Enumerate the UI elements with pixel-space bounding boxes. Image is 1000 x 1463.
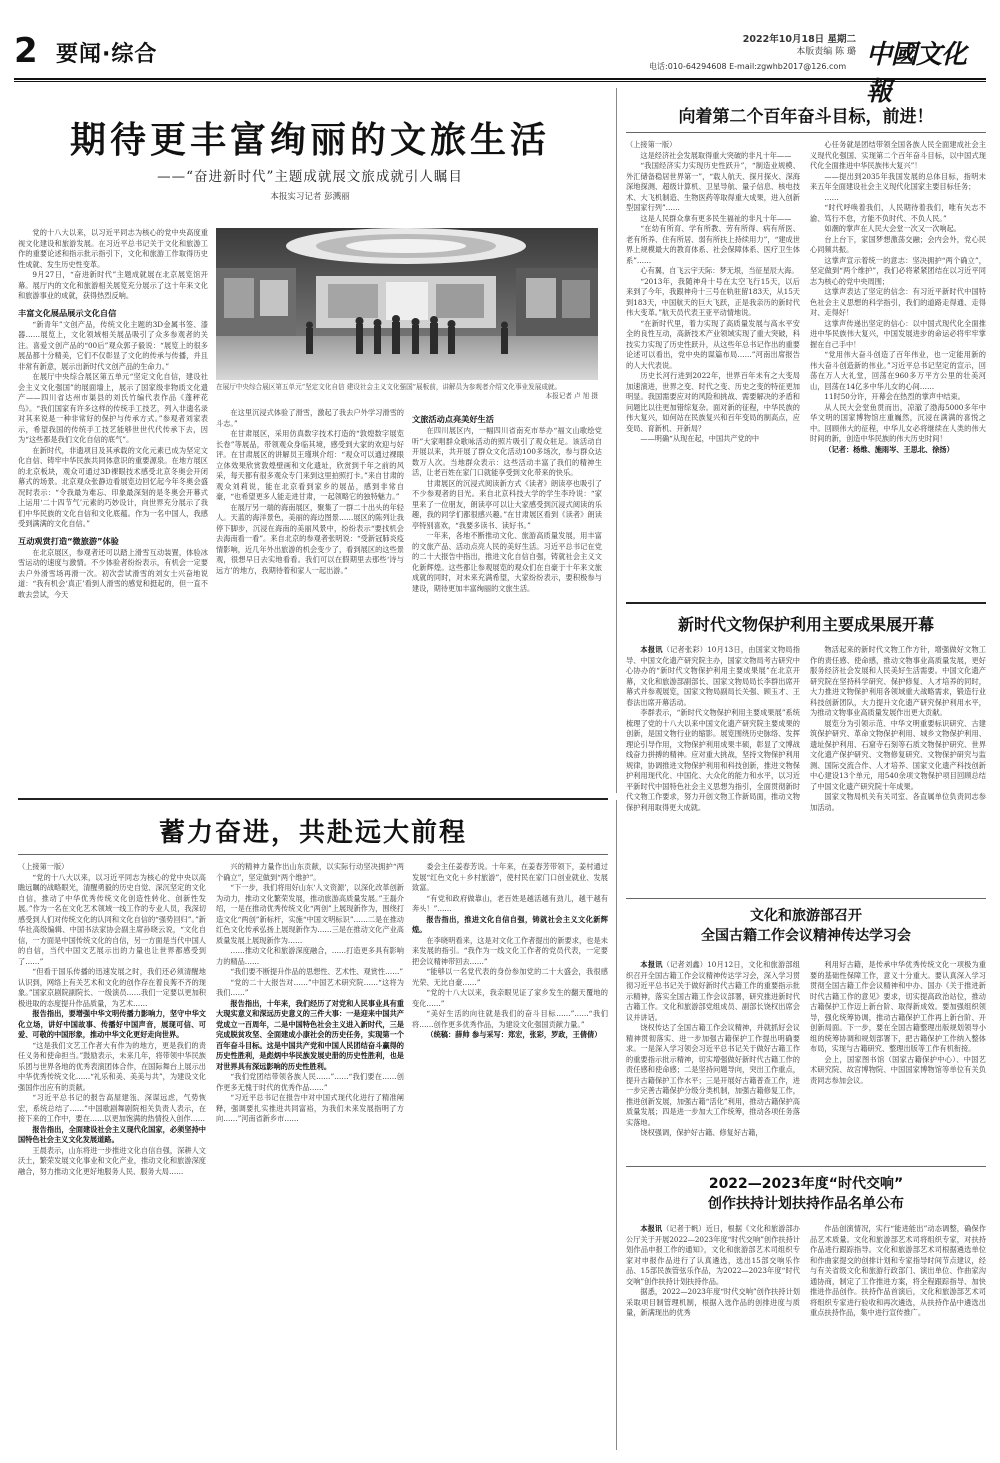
- byline-label: 本报讯: [640, 1224, 663, 1233]
- goal-column-2: [810, 140, 986, 595]
- struggle-column-3: [412, 862, 608, 1452]
- paragraph: “美好生活的向往就是我们的奋斗目标……”……“我们将……创作更多优秀作品，为建设文化强国贡献力量。”: [412, 1009, 608, 1029]
- paragraph: 在展厅中央综合展区第五单元“坚定文化自信，建设社会主义文化强国”的展面墙上，展示了国家级非物质文化遗产——四川省达州市渠县的刘氏竹编代表作品《蓬秤花鸟》。“我们国家有许多这样的传统手工技艺，列入非遗名录对其来说是一种非常好的保护与传承方式。”参观者刘家表示，希望我国的传统手工技艺能够世世代代传承下去，因为“这些都是我们文化自信的底气”。: [18, 372, 208, 444]
- continued-note: （上接第一版）: [626, 140, 677, 149]
- paragraph: “2013年，我随神舟十号在太空飞行15天，以后来到了今年，我跟神舟十三号在轨驻留183天，从15天到183天，中国航天的巨大飞跃，正是我亲历的新时代伟大变革。”航天员代表王亚平动情地说。: [626, 276, 800, 317]
- paragraph: 委会主任姜春芳说。十年来，在姜春芳带领下，姜村通过发展“红色文化＋乡村旅游”，使村民在家门口创业就业、发展致富。: [412, 862, 608, 892]
- paragraph: “这是我们文艺工作者大有作为的地方，更是我们的责任义务和使命担当。”鼓励表示，未来几年，将带领中华民族乐团与世界各地的优秀表演团体合作，在国际舞台上展示出中华优秀传统文化……“礼乐和美、美美与共”，为建设文化强国作出应有的贡献。: [18, 1040, 206, 1092]
- paragraph: 饶权传达了全国古籍工作会议精神，并就抓好会议精神贯彻落实、进一步加强古籍保护工作提出明确要求。一是深入学习领会习近平总书记关于做好古籍工作的重要指示批示精神，切实增强做好新时代古籍工作的责任感和使命感；二是坚持问题导向，突出工作重点，提升古籍保护工作水平；三是开展好古籍普查工作，进一步完善古籍保护分级分类机制，加强古籍修复工作，推进创新发展，加强古籍“活化”利用，推动古籍保护高质量发展；四是进一步加大工作统筹，推动各项任务落实落地。: [626, 1023, 800, 1127]
- guji-column-2: [810, 960, 986, 1160]
- paragraph: 心任务就是团结带领全国各族人民全面建成社会主义现代化强国、实现第二个百年奋斗目标，以中国式现代化全面推进中华民族伟大复兴”！: [810, 140, 986, 170]
- paragraph: 王晨表示，山东将进一步推进文化自信自强，深耕人文沃土，繁荣发展文化事业和文化产业，推动文化和旅游深度融合，努力推动文化更好地服务人民、服务大局……: [18, 1145, 206, 1176]
- paragraph: “我们党团结带领各族人民……”……“我们要在……创作更多无愧于时代的优秀作品……”: [216, 1072, 404, 1092]
- masthead-rule: [14, 78, 986, 82]
- paragraph: “我们要不断提升作品的思想性、艺术性、观赏性……”: [230, 967, 404, 976]
- paragraph: 心有翼，自飞云宇天际：梦无垠，当征星辰大海。: [640, 266, 799, 275]
- creative-headline: [626, 1174, 986, 1214]
- paragraph: “能够以一名党代表的身份参加党的二十大盛会，我很感光荣、无比自豪……”: [412, 967, 608, 987]
- guji-headline-line-1: 文化和旅游部召开: [750, 908, 862, 924]
- creative-headline-line-1: 2022—2023年度“时代交响”: [708, 1176, 904, 1192]
- lead-headline: 期待更丰富绚丽的文旅生活: [69, 120, 550, 161]
- paragraph: 台上台下，家国梦想激荡交融；会内会外，党心民心同频共振。: [810, 234, 986, 254]
- paragraph: “新青年”文创产品，传统文化主题的3D金属书签、漆器……展览上，文化领域相关展品吸引了众多参观者的关注。喜爱文创产品的“00后”观众郭子毅说：“展览上的很多展品都十分精美，它们不仅彰显了文化的传承与传播，并且非常有新意，展示出新时代文创产品的生命力。”: [18, 319, 208, 371]
- relics-column-2: [810, 645, 986, 890]
- paragraph: “党的十八大以来，我亲眼见证了家乡发生的翻天覆地的变化……”: [412, 988, 608, 1008]
- paragraph: “在新时代里，着力实现了高质量发展与高水平安全的良性互动，高新技术产业领域实现了重大突破，科技实力实现了历史性跃升，从这些年总书记作出的重要论述可以看出，党中央的谋篇布局……”河南出席报告的人大代表说。: [626, 318, 800, 370]
- struggle-column-2: [216, 862, 404, 1452]
- paragraph: 这掌声传递出坚定的信心：以中国式现代化全面推进中华民族伟大复兴，中国发展进步的命运必将牢牢掌握在自己手中！: [810, 318, 986, 349]
- creative-headline-line-2: 创作扶持计划扶持作品名单公布: [708, 1196, 904, 1212]
- creative-column-1: [626, 1224, 800, 1452]
- creative-column-2: [810, 1224, 986, 1452]
- paragraph: ……推动文化和旅游深度融合，……打造更多具有影响力的精品……: [216, 946, 404, 966]
- paragraph: “在幼有所育、学有所教、劳有所得、病有所医、老有所养、住有所居、弱有所扶上持续用力”，“建成世界上规模最大的教育体系、社会保障体系、医疗卫生体系”……: [626, 224, 800, 265]
- paragraph: “习近平总书记在报告中对中国式现代化进行了精准阐释，强调要扎实推进共同富裕，为我们未来发展指明了方向……”河南省新乡市……: [216, 1093, 404, 1123]
- paragraph: 国家文物局机关有关司室、各直属单位负责同志参加活动。: [810, 792, 986, 812]
- exhibition-hall-image: [216, 228, 598, 380]
- subheading: 互动观赏打造“微旅游”体验: [18, 535, 119, 546]
- paragraph: 这掌声表达了坚定的信念：有习近平新时代中国特色社会主义思想的科学指引，我们的道路走得通、走得对、走得好！: [810, 287, 986, 317]
- paragraph: “但看于国乐传播的迅速发展之时，我们还必须清醒地认识到，网络上有关艺术和文化的创作存在着良莠不齐的现象。”国家京剧院副院长、一级演员……我们一定要以更加积极进取的态度提升作品质量，为艺术……: [18, 967, 206, 1008]
- paragraph: “党的十八大以来，以习近平同志为核心的党中央以高瞻远瞩的战略眼光，清醒勇毅的历史自觉、深沉坚定的文化自信，推动了中华优秀传统文化创造性转化、创新性发展。”作为一名在文化艺术领域一线工作的专业人员，我深切感受到人们对传统文化的认同和文化自信的“强势回归”。”新华社高级编辑、中国书法家协会副主席孙晓云说，“文化自信，一方面是中国传统文化的自信，另一方面是当代中国人的自信，当代中国文艺展示出的力量也让世界都感受到了……”: [18, 872, 206, 966]
- paragraph: 这是经济社会发展取得重大突破的非凡十年——: [640, 150, 792, 160]
- paragraph: “时代呼唤着我们，人民期待着我们，唯有矢志不渝、笃行不怠，方能不负时代、不负人民。”: [810, 203, 986, 223]
- report-excerpt: 报告指出，全面建设社会主义现代化国家，必须坚持中国特色社会主义文化发展道路。: [18, 1124, 206, 1144]
- guji-column-1: [626, 960, 800, 1160]
- goal-column-1: [626, 140, 800, 595]
- paragraph: 历史长河行进到2022年，世界百年未有之大变局加速演进，世界之变、时代之变、历史之变的特征更加明显。我国需要应对的风险和挑战、需要解决的矛盾和问题比以往更加错综复杂。面对新的征程，中华民族的伟大复兴，如何站在民族复兴和百年变局的制高点，应变局、育新机、开新局？: [626, 371, 800, 433]
- paragraph: 在这里沉浸式体验了滑雪，激起了我去户外学习滑雪的斗志。”: [216, 408, 404, 428]
- paragraph: “党的二十大报告对……”中国艺术研究院……“这将为我们……”: [216, 977, 404, 997]
- lead-column-3: [412, 408, 602, 791]
- paragraph: 李群表示，“新时代文物保护利用主要成果展”系统梳理了党的十八大以来中国文化遗产研究院主要成果的创新，是国文物行业的缩影。展览围绕历史脉络、发挥理论引导作用，文物保护利用成果丰硕，彰显了文博战线奋力拼搏的精神。应对重大挑战，坚持文物保护利用规律，协调推进文物保护利用和科技创新，推进文物保护利用现代化、中国化、大众化的能力和水平，以习近平新时代中国特色社会主义思想为指引，全面贯彻新时代文物工作要求，努力开创文物工作新局面，推动文物保护利用取得更大成就。: [626, 708, 800, 812]
- byline-label: 本报讯: [640, 960, 663, 969]
- paragraph: 11时50分许，开幕会在热烈的掌声中结束。: [824, 392, 965, 401]
- report-excerpt: 报告指出，推进文化自信自强，铸就社会主义文化新辉煌。: [412, 914, 608, 934]
- paragraph: “有党和政府做靠山，老百姓是越活越有劲儿，越干越有奔头！”……: [412, 893, 608, 913]
- photo-caption: [216, 383, 598, 401]
- paragraph: ……: [824, 192, 839, 202]
- reporter-credit: （记者：杨维、施雨岑、王思北、徐扬）: [824, 444, 954, 454]
- paragraph: 甘肃展区的沉浸式阅读新方式《读者》朗读亭也吸引了不少参观者的目光。来自北京科技大学的学生李玲说：“家里来了一位朋友，朗读亭可以让大家感受到沉浸式阅读的乐趣，我的同学们都很感兴趣。”在甘肃展区看到《读者》朗读亭特别喜欢，“我要多读书、读好书。”: [412, 478, 602, 530]
- rule: [626, 1166, 986, 1167]
- rule: [626, 132, 986, 133]
- newspaper-logo: 中國文化報: [866, 40, 967, 107]
- paragraph: ——提出到2035年我国发展的总体目标，指明未来五年全面建设社会主义现代化国家主要目标任务；: [810, 171, 986, 191]
- subheading: 文旅活动点亮美好生活: [412, 414, 494, 424]
- rule: [18, 854, 608, 855]
- paragraph: 一年来，各地不断推动文化、旅游高质量发展，用丰富的文旅产品、活动点亮人民的美好生活。习近平总书记在党的二十大报告中指出，推进文化自信自强，铸就社会主义文化新辉煌。这些都让参观展览的观众们在自豪于十年来文旅成就的同时，对未来充满希望，大家纷纷表示，要积极参与建设，期待更加丰富绚丽的文旅生活。: [412, 531, 602, 593]
- page-number: 2: [14, 31, 38, 71]
- lead-column-2: [216, 408, 404, 791]
- caption-text: 在展厅中央综合展区第五单元“坚定文化自信 建设社会主义文化强国”展板前，讲解员为参观者介绍文化事业发展成就。: [216, 383, 562, 391]
- paragraph: 从人民大会堂鱼贯而出，凉澈了渤海5000多年中华文明的国家博物馆庄重巍然，沉浸在满满的喜悦之中。回顾伟大的征程，中华儿女必将继续在人类的伟大时间的新，创造中华民族的伟大历史时间！: [810, 402, 986, 443]
- paragraph: 9月27日，“奋进新时代”主题成就展在北京展览馆开幕。展厅内的文化和旅游相关展览充分展示了这十年来文化和旅游事业的成就，获得热烈反响。: [18, 270, 208, 300]
- report-excerpt: 报告指出，要增强中华文明传播力影响力，坚守中华文化立场，讲好中国故事、传播好中国声音，展现可信、可爱、可敬的中国形象，推动中华文化更好走向世界。: [18, 1009, 206, 1039]
- report-excerpt: 报告指出，十年来，我们经历了对党和人民事业具有重大现实意义和深远历史意义的三件大事：一是迎来中国共产党成立一百周年，二是中国特色社会主义进入新时代，三是完成脱贫攻坚、全面建成小康社会的历史任务，实现第一个百年奋斗目标。这是中国共产党和中国人民团结奋斗赢得的历史性胜利，是彪炳中华民族发展史册的历史性胜利，也是对世界具有深远影响的历史性胜利。: [216, 998, 404, 1071]
- paragraph: 展览分为引领示范、中华文明重要标识研究、古建筑保护研究、革命文物保护利用、城乡文物保护利用、遗址保护利用、石窟寺石刻等石质文物保护研究、世界文化遗产保护研究、文物修复研究、文物保护研究与监测、国际交流合作、人才培养、国家文化遗产科技创新中心建设13个单元，用540余项文物保护项目回顾总结了中国文化遗产研究院十年成果。: [810, 718, 986, 791]
- paragraph: 这是人民群众拿有更多民生福祉的非凡十年——: [640, 213, 792, 223]
- column-divider: [616, 800, 617, 1450]
- reporter-credit: （统稿：薛帅 参与采写：郑宏，张彩，罗政，王倩倩）: [426, 1030, 602, 1039]
- paragraph: 兴的精神力量作出山东贡献，以实际行动坚决拥护“两个确立”，坚定做到“两个维护”。: [216, 862, 404, 882]
- paragraph: 在北京展区，参观者还可以踏上滑雪互动装置，体验冰雪运动的速度与激情。不少体验者纷纷表示，有机会一定要去户外滑雪场再滑一次。初次尝试滑雪的刘女士兴奋地说道：“我有机会‘真正’看到人滑雪的感觉和挺起的，但一直不敢去尝试，今天: [18, 547, 208, 599]
- paragraph: “下一步，我们将用好山东‘人文资源’，以深化改革创新为动力，推动文化繁荣发展，推动旅游高质量发展。”王磊介绍，一是在推动优秀传统文化“两创”上展现新作为，围绕打造文化“两创”新标杆，实施“中国文明标识”……二是在推动红色文化传承弘扬上展现新作为……三是在推动文化产业高质量发展上展现新作为……: [216, 883, 404, 945]
- section-rule: [18, 798, 608, 800]
- rule: [626, 898, 986, 899]
- paragraph: 在展厅另一端的海南展区，聚集了一群二十出头的年轻人。天蓝的海洋景色，美丽的海边图景……展区的陈列让我停下脚步，沉浸在海南的美丽风景中，纷纷表示“要找机会去海南看一看”。来自北京的参观者张明说：“受新冠肺炎疫情影响，近几年外出旅游的机会变少了，看到展区的这些景观，很想早日去实地看看。我们可以在假期里去那些‘诗与远方’的地方，我期待着和家人一起出游。”: [216, 502, 404, 575]
- paragraph: 在李晓明看来，这是对文化工作者提出的新要求，也是未来发展的指引。“我作为一线文化工作者的党员代表，一定要把会议精神带回去……”: [412, 935, 608, 966]
- paragraph: 在四川展区内，一幅四川省南充市举办“福文山歌绘党听”大家唱群众歌咏活动的照片吸引了观众驻足。该活动自开展以来，共开展了群众文化活动100多场次，参与群众达数万人次。当地群众表示：这些活动丰富了我们的精神生活，让老百姓在家门口就能享受到文化带来的快乐。: [412, 426, 602, 477]
- paragraph: 在新时代，非遗项目及其承载的文化元素已成为坚定文化自信、铸牢中华民族共同体意识的重要源泉。在地方展区的北京板块，观众可通过3D裸眼技术感受北京冬奥会开闭幕式的场景。北京观众张静边看展览边回忆起今年冬奥会盛况时表示：“令我最为难忘、印象最深刻的是冬奥会开幕式上运用‘二十四节气’元素的巧妙设计，向世界充分展示了我们中华民族的文化自信和文化底蕴。作为一名中国人，我感受到满满的文化自信。”: [18, 445, 208, 528]
- paragraph: ——明确“从现在起，中国共产党的中: [640, 434, 760, 443]
- paragraph: 物活起来的新时代文物工作方针，增强做好文物工作的责任感、使命感，推动文物事业高质量发展，更好服务经济社会发展和人民美好生活需要。中国文化遗产研究院在坚持科学研究、保护修复、人才培养的同时，大力推进文物保护利用各领域重大战略需求，锻造行业科技创新团队，大力提升文化遗产研究保护利用水平，为推动文物事业高质量发展作出更大贡献。: [810, 645, 986, 717]
- page-editor: 本版责编 陈 璐: [796, 47, 856, 57]
- paragraph: （记者于帆）近日，根据《文化和旅游部办公厅关于开展2022—2023年度“时代交响”创作扶持计划作品申报工作的通知》，文化和旅游部艺术司组织专家对申报作品进行了认真遴选，选出15部交响乐作品、15部民族管弦乐作品，为2022—2023年度“时代交响”创作扶持计划扶持作品。: [626, 1224, 800, 1286]
- continued-note: （上接第一版）: [18, 862, 69, 871]
- paragraph: （记者刘鑫）10月12日，文化和旅游部组织召开全国古籍工作会议精神传达学习会，深入学习贯彻习近平总书记关于做好新时代古籍工作的重要指示批示精神，落实全国古籍工作会议部署，研究推进新时代古籍工作。文化和旅游部党组成员、副部长饶权出席会议并讲话。: [626, 960, 800, 1022]
- paragraph: “习近平总书记的报告高屋建瓴、深谋远虑，气势恢宏，系统总结了……”中国歌剧舞剧院相关负责人表示，在接下来的工作中，要在……以更加饱满的热情投入创作……: [18, 1093, 206, 1123]
- exhibition-photo: [216, 228, 598, 380]
- guji-headline: [626, 906, 986, 946]
- subheading: 丰富文化展品展示文化自信: [18, 307, 117, 318]
- paragraph: “党用伟大奋斗创造了百年伟业，也一定能用新的伟大奋斗创造新的伟业。”习近平总书记坚定的宣示，回荡在万人大礼堂，回荡在960多万平方公里的壮美河山，回荡在14亿多中华儿女的心间……: [810, 350, 986, 391]
- issue-date: 2022年10月18日 星期二: [742, 34, 856, 45]
- lead-byline: 本报实习记者 彭溅丽: [270, 192, 350, 202]
- masthead: [14, 31, 986, 107]
- paragraph: “我国经济实力实现历史性跃升”，“制造业规模、外汇储备稳居世界第一”，“载人航天、探月探火、深海深地探测、超级计算机、卫星导航、量子信息、核电技术、大飞机制造、生物医药等取得重大成果，进入创新型国家行列”……: [626, 161, 800, 212]
- paragraph: （记者张彩）10月13日，由国家文物局指导、中国文化遗产研究院主办，国家文物局考古研究中心协办的“新时代文物保护利用主要成果展”在北京开幕，文化和旅游部副部长、国家文物局局长李群出席开幕式并参观展览，国家文物局副局长关强、顾玉才、王春法出席开幕活动。: [626, 645, 800, 707]
- struggle-column-1: [18, 862, 206, 1452]
- guji-headline-line-2: 全国古籍工作会议精神传达学习会: [701, 928, 911, 944]
- section-name: 要闻·综合: [56, 42, 158, 67]
- relics-headline: 新时代文物保护利用主要成果展开幕: [677, 615, 934, 634]
- paragraph: 这掌声宣示着统一的意志：坚决拥护“两个确立”，坚定做到“两个维护”，我们必将紧紧团结在以习近平同志为核心的党中央周围；: [810, 255, 986, 286]
- column-divider: [616, 88, 617, 793]
- struggle-headline: 蓄力奋进，共赴远大前程: [158, 818, 467, 848]
- lead-subtitle: ——“奋进新时代”主题成就展文旅成就引人瞩目: [157, 169, 463, 185]
- goal-headline: 向着第二个百年奋斗目标，前进！: [678, 107, 934, 127]
- lead-column-1: [18, 228, 208, 791]
- byline-label: 本报讯: [640, 645, 663, 654]
- paragraph: 作品创演情况，实行“能进能出”动态调整，确保作品艺术质量。文化和旅游部艺术司将组织专家，对扶持作品进行跟踪指导。文化和旅游部艺术司根据遴选单位和作曲家提交的创排计划和专家指导时间节点建议，经与有关省级文化和旅游行政部门、演出单位、作曲家沟通协商，制定了工作推进方案，将全程跟踪指导、加快推进作品创作。扶持作品首演后，文化和旅游部艺术司将组织专家进行验收和再次遴选，从扶持作品中遴选出重点扶持作品，集中进行宣传推广。: [810, 1224, 986, 1317]
- masthead-info: [726, 34, 856, 58]
- paragraph: 在甘肃展区，采用仿真数字技术打造的“敦煌数字展览长卷”等展品，带领观众身临其境，感受到大家的欢迎与好评。在甘肃展区的讲解员王瑾琪介绍：“观众可以通过裸眼立体效果欣赏敦煌壁画和文化遗址，欣赏到千年之前的风采，每天都有很多观众专门来到这里拍照打卡。”来自甘肃的观众刘莉说，能在北京看到家乡的展品，感到非常自豪，“也希望更多人能走进甘肃，一起领略它的独特魅力。”: [216, 429, 404, 501]
- paragraph: 利用好古籍，是传承中华优秀传统文化一项极为重要的基础性保障工作，意义十分重大。要认真深入学习贯彻全国古籍工作会议精神和中办、国办《关于推进新时代古籍工作的意见》要求，切实提高政治站位，推动古籍保护工作迈上新台阶、取得新成效。要加强组织领导，强化统筹协调，推动古籍保护工作再上新台阶、开创新局面。下一步，要在全国古籍整理出版规划领导小组的统筹协调和规划部署下，把古籍保护工作纳入整体布局，实现与古籍研究、整理出版等工作有机衔接。: [810, 960, 986, 1053]
- relics-column-1: [626, 645, 800, 890]
- photo-credit: 本报记者 卢 旭 摄: [545, 392, 598, 400]
- paragraph: 党的十八大以来，以习近平同志为核心的党中央高度重视文化建设和旅游发展。在习近平总书记关于文化和旅游工作的重要论述和指示批示指引下，文化和旅游工作取得历史性成就、发生历史性变革。: [18, 228, 208, 269]
- paragraph: 如潮的掌声在人民大会堂一次又一次响起。: [824, 224, 961, 233]
- section-rule: [626, 602, 986, 604]
- paragraph: 饶权强调，保护好古籍、修复好古籍，: [640, 1128, 763, 1137]
- paragraph: 会上，国家图书馆（国家古籍保护中心）、中国艺术研究院、故宫博物院、中国国家博物馆等单位有关负责同志参加会议。: [810, 1054, 986, 1085]
- paragraph: 据悉，2022—2023年度“时代交响”创作扶持计划采取项目制管理机制，根据入选作品的创排进度与质量，新满现出的优秀: [626, 1287, 800, 1317]
- contact-line: 电话:010-64294608 E-mail:zgwhb2017@126.com: [649, 62, 847, 71]
